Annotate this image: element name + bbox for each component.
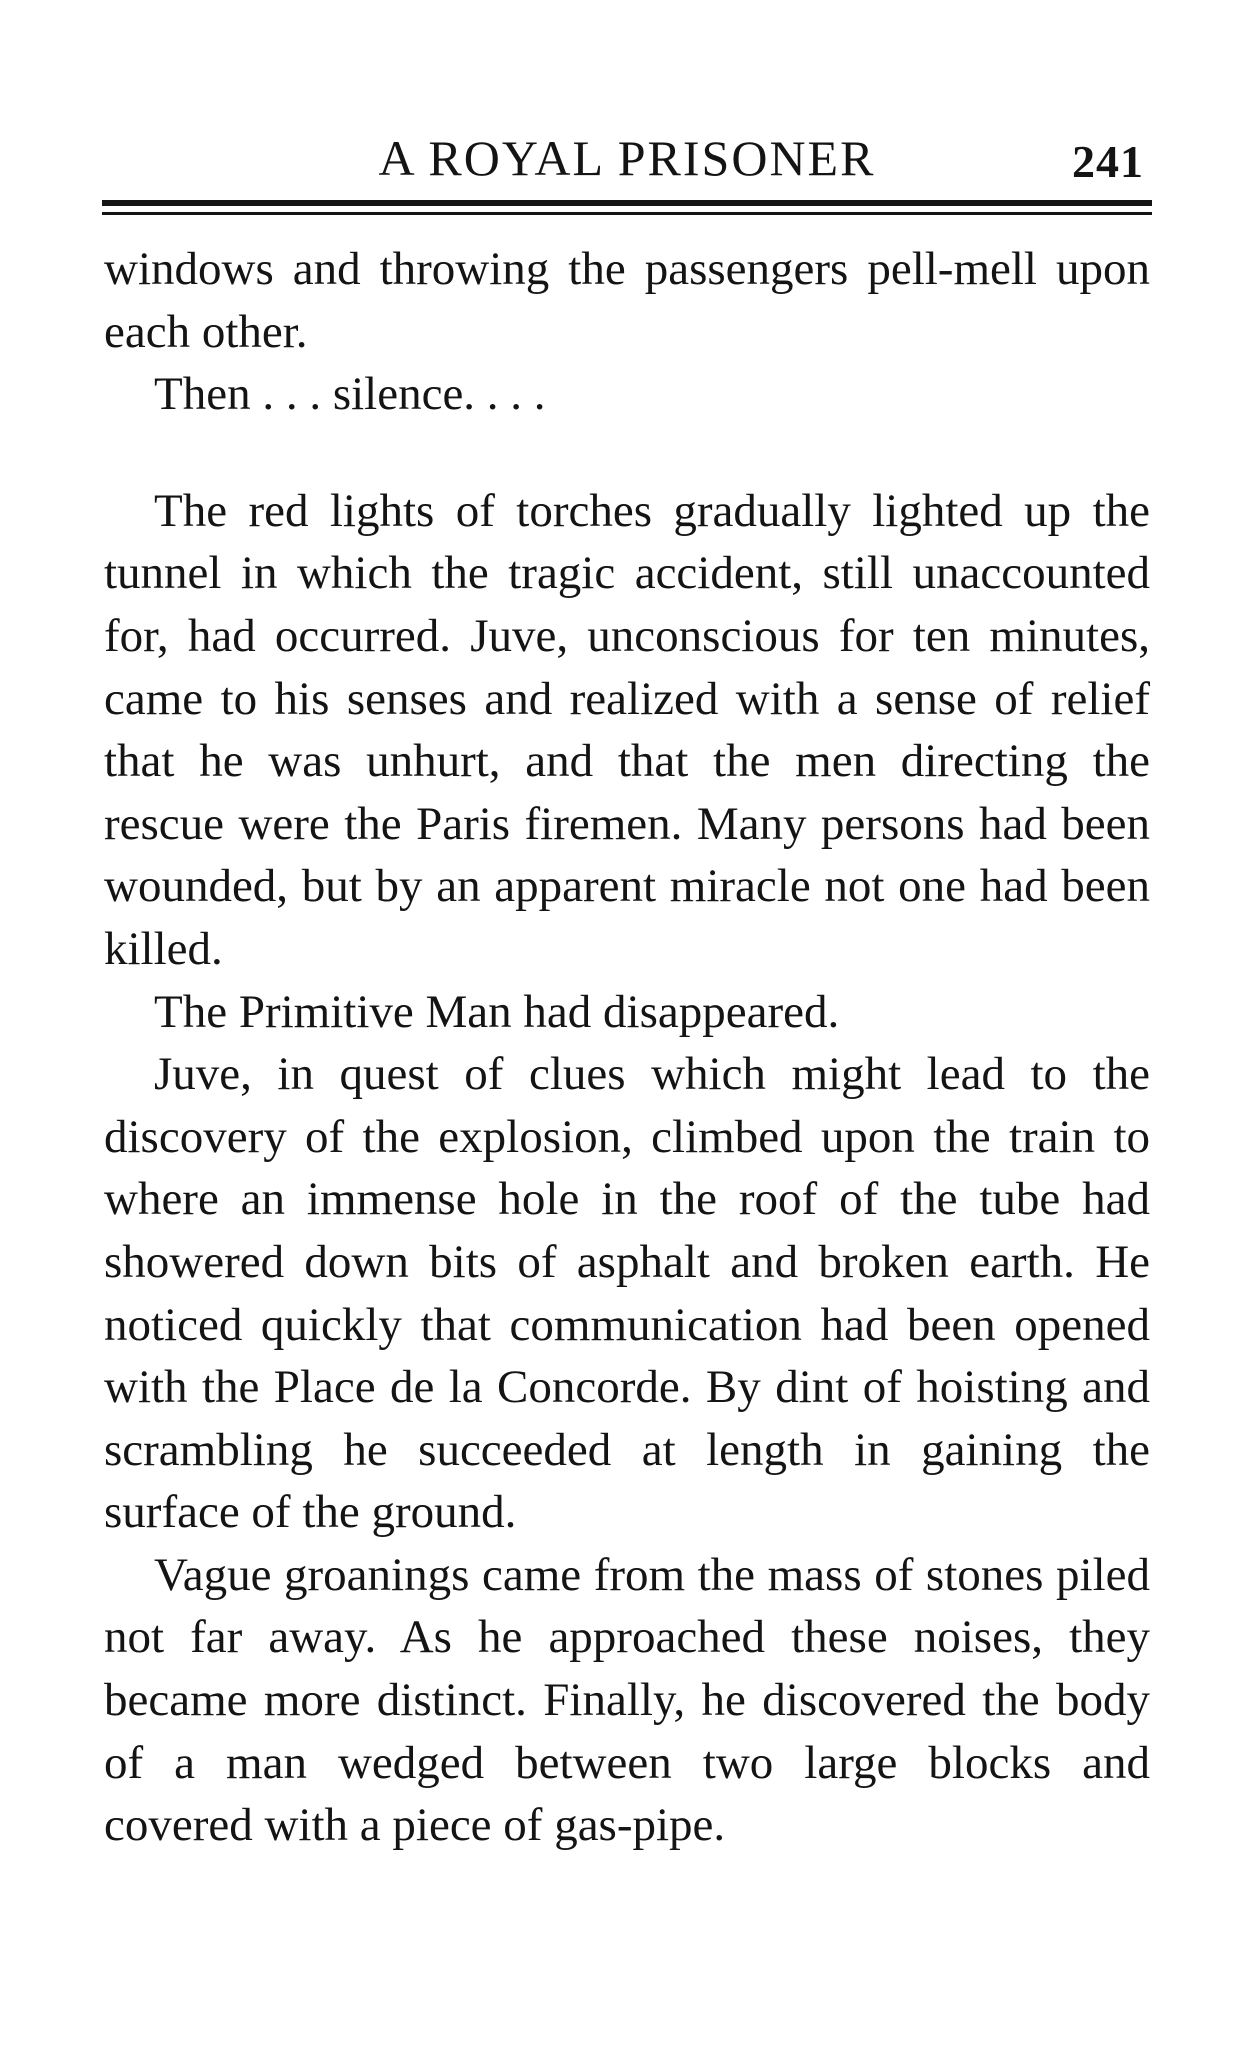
paragraph-groanings: Vague groanings came from the mass of stones piled not far away. As he approached these noises, they became more distinct. Finally, he discovered the body of a man wedged between two large blocks and covered with a piece of gas-pipe.	[104, 1548, 1150, 1852]
paragraph-disappeared: The Primitive Man had disappeared.	[154, 985, 840, 1038]
paragraph-silence: Then . . . silence. . . .	[154, 368, 546, 421]
running-head	[102, 128, 1152, 188]
header-rule-thick	[102, 200, 1152, 206]
paragraph-clues: Juve, in quest of clues which might lead to the discovery of the explosion, climbed upon the train to where an immense hole in the roof of the tube had showered down bits of asphalt and broken earth. He noticed quickly that communication had been opened with the Place de la Concorde. By dint of hoisting and scrambling he succeeded at length in gaining the surface of the ground.	[104, 1048, 1150, 1539]
body-text	[104, 238, 1150, 1857]
paragraph-torches: The red lights of torches gradually lighted up the tunnel in which the tragic accident, still unaccounted for, had occurred. Juve, unconscious for ten minutes, came to his senses and realized with a sense of relief that he was unhurt, and that the men directing the rescue were the Paris firemen. Many persons had been wounded, but by an apparent miracle not one had been killed.	[104, 484, 1150, 975]
paragraph-continued: windows and throwing the passengers pell-mell upon each other.	[104, 243, 1150, 358]
header-rule-thin	[102, 212, 1152, 215]
page-number: 241	[1072, 136, 1144, 187]
running-title: A ROYAL PRISONER	[378, 130, 876, 186]
